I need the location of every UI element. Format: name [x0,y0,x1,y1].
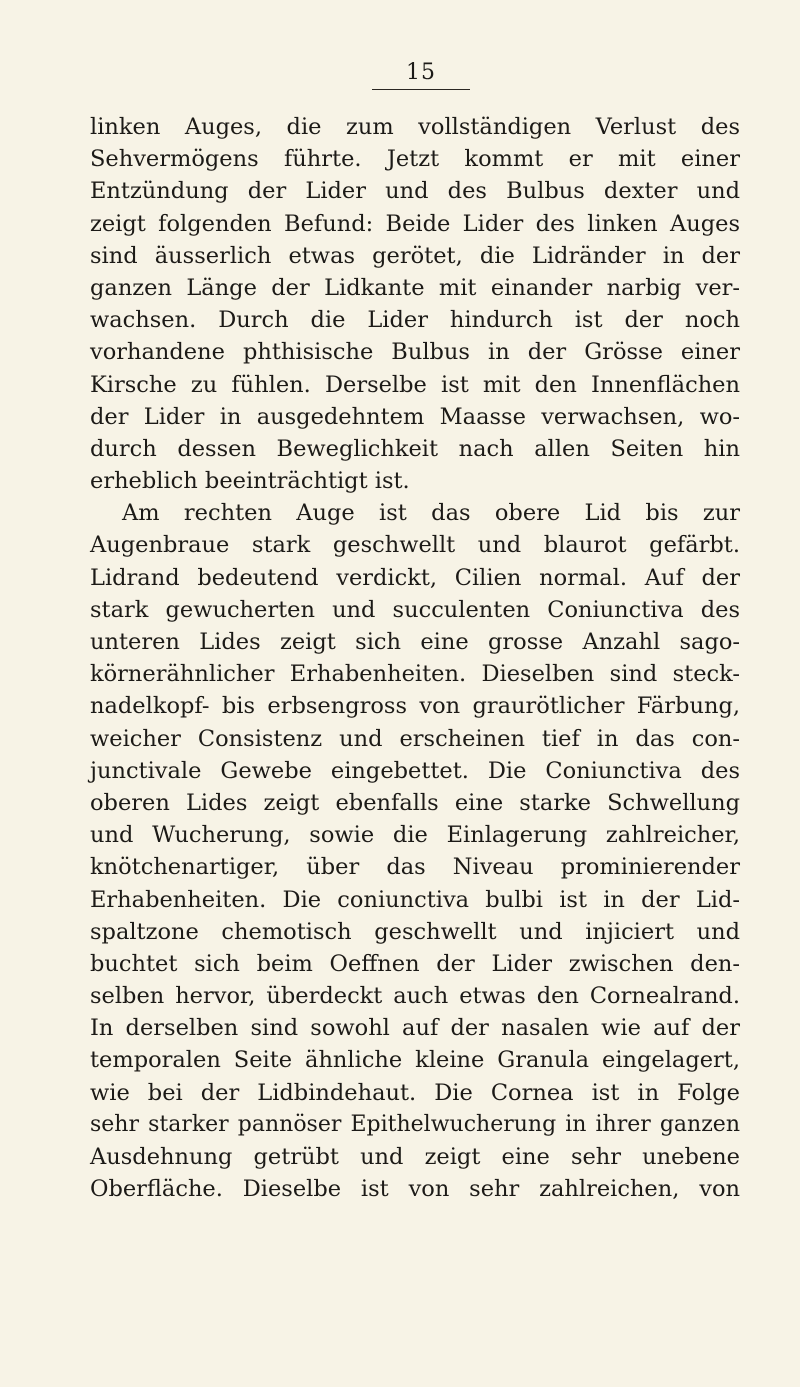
text-line: In derselben sind sowohl auf der nasalen wie auf der [90,1015,740,1042]
text-line: weicher Consistenz und erscheinen tief in das con- [90,725,740,752]
text-line: oberen Lides zeigt ebenfalls eine starke Schwellung [90,789,740,816]
text-line: Entzündung der Lider und des Bulbus dexter und [90,178,740,205]
text-line: sehr starker pannöser Epithelwucherung in ihrer ganzen [90,1111,740,1137]
text-line: vorhandene phthisische Bulbus in der Grösse einer [90,339,740,366]
text-line: unteren Lides zeigt sich eine grosse Anzahl sago- [90,629,740,655]
text-line: Augenbraue stark geschwellt und blaurot gefärbt. [90,532,740,559]
paragraph-start-line: Am rechten Auge ist das obere Lid bis zur [122,500,740,527]
text-line: selben hervor, überdeckt auch etwas den Cornealrand. [90,983,740,1010]
text-line: spaltzone chemotisch geschwellt und injiciert und [90,918,740,945]
text-line: Erhabenheiten. Die coniunctiva bulbi ist in der Lid- [90,886,740,913]
text-line: knötchenartiger, über das Niveau prominierender [90,854,740,881]
text-line: sind äusserlich etwas gerötet, die Lidränder in der [90,242,740,269]
text-line: stark gewucherten und succulenten Coniunctiva des [90,596,740,623]
text-line: und Wucherung, sowie die Einlagerung zahlreicher, [90,822,740,849]
text-line: Ausdehnung getrübt und zeigt eine sehr unebene [90,1144,740,1170]
text-line: Kirsche zu fühlen. Derselbe ist mit den Innenflächen [90,371,740,398]
text-line: ganzen Länge der Lidkante mit einander narbig ver- [90,274,740,301]
page-number-rule [372,89,470,90]
text-line: temporalen Seite ähnliche kleine Granula eingelagert, [90,1047,740,1074]
text-line: Lidrand bedeutend verdickt, Cilien normal. Auf der [90,564,740,591]
text-line: buchtet sich beim Oeffnen der Lider zwischen den- [90,950,740,977]
text-line: nadelkopf- bis erbsengross von graurötlicher Färbung, [90,693,740,720]
text-line: linken Auges, die zum vollständigen Verlust des [90,114,740,140]
text-line: körnerähnlicher Erhabenheiten. Dieselben sind steck- [90,661,740,688]
text-line: Sehvermögens führte. Jetzt kommt er mit einer [90,146,740,173]
text-line: junctivale Gewebe eingebettet. Die Coniunctiva des [90,757,740,784]
text-line: durch dessen Beweglichkeit nach allen Seiten hin [90,435,740,462]
text-line: der Lider in ausgedehntem Maasse verwachsen, wo- [90,403,740,430]
text-line: wachsen. Durch die Lider hindurch ist der noch [90,307,740,334]
text-line: zeigt folgenden Befund: Beide Lider des linken Auges [90,210,740,237]
page-number: 15 [406,60,436,85]
body-text [90,111,740,1205]
text-line: Oberfläche. Dieselbe ist von sehr zahlreichen, von [90,1176,740,1203]
paragraph-end-line: erheblich beeinträchtigt ist. [90,468,410,495]
text-line: wie bei der Lidbindehaut. Die Cornea ist in Folge [90,1079,740,1106]
